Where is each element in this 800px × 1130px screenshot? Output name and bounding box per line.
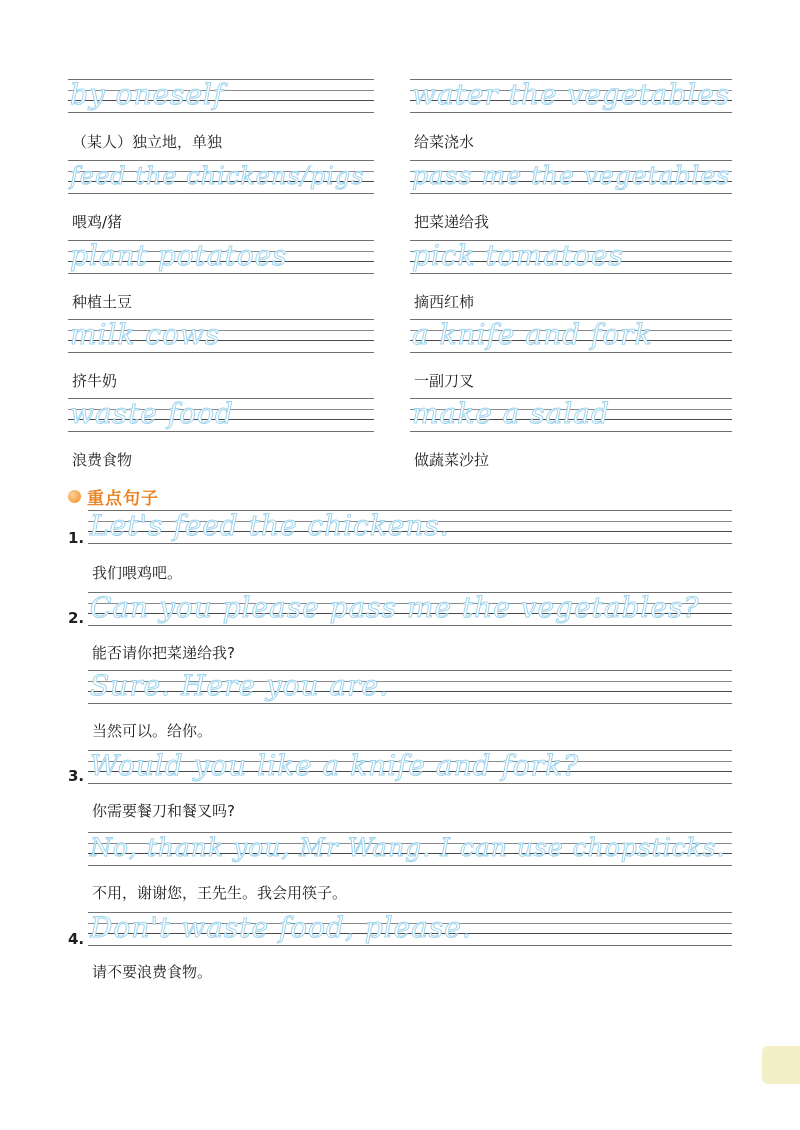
phrase-writing-band[interactable] (68, 398, 374, 432)
sentence-writing-band[interactable] (88, 670, 732, 704)
phrase-translation: 挤牛奶 (72, 372, 118, 390)
page-corner-tab (762, 1046, 800, 1084)
phrase-translation: 喂鸡/猪 (72, 213, 123, 231)
sentence-trace-text: Sure. Here you are. (90, 669, 389, 702)
phrase-trace-text: milk cows (70, 318, 221, 351)
sentence-number: 4. (68, 930, 85, 948)
phrase-translation: （某人）独立地，单独 (72, 133, 223, 151)
sentence-translation: 请不要浪费食物。 (92, 963, 213, 981)
sentence-writing-band[interactable] (88, 510, 732, 544)
sentence-trace-text: Don't waste food, please. (90, 911, 472, 944)
phrase-trace-text: by oneself (70, 78, 225, 111)
sentence-trace-text: Would you like a knife and fork? (90, 749, 580, 782)
phrase-trace-text: pass me the vegetables (412, 161, 731, 190)
bullet-dot-icon (68, 490, 81, 503)
phrase-trace-text: pick tomatoes (412, 239, 624, 272)
phrase-writing-band[interactable] (410, 319, 732, 353)
sentence-writing-band[interactable] (88, 750, 732, 784)
phrase-writing-band[interactable] (68, 160, 374, 194)
sentence-translation: 不用，谢谢您，王先生。我会用筷子。 (92, 884, 348, 902)
phrase-translation: 种植土豆 (72, 293, 133, 311)
phrase-writing-band[interactable] (410, 79, 732, 113)
sentence-number: 2. (68, 609, 85, 627)
sentence-number: 1. (68, 529, 85, 547)
sentence-writing-band[interactable] (88, 592, 732, 626)
phrase-translation: 给菜浇水 (414, 133, 475, 151)
sentence-translation: 能否请你把菜递给我? (92, 644, 235, 662)
sentence-translation: 当然可以。给你。 (92, 722, 213, 740)
phrase-trace-text: make a salad (412, 397, 610, 430)
phrase-trace-text: water the vegetables (412, 78, 731, 111)
phrase-translation: 把菜递给我 (414, 213, 490, 231)
sentence-translation: 你需要餐刀和餐叉吗? (92, 802, 235, 820)
phrase-writing-band[interactable] (68, 319, 374, 353)
phrase-trace-text: plant potatoes (70, 239, 288, 272)
phrase-trace-text: waste food (70, 397, 234, 430)
phrase-translation: 一副刀叉 (414, 372, 475, 390)
sentence-trace-text: Let's feed the chickens. (90, 509, 450, 542)
phrase-writing-band[interactable] (410, 160, 732, 194)
sentence-number: 3. (68, 767, 85, 785)
phrase-writing-band[interactable] (410, 398, 732, 432)
sentence-writing-band[interactable] (88, 912, 732, 946)
phrase-trace-text: feed the chickens/pigs (70, 162, 365, 190)
phrase-writing-band[interactable] (68, 240, 374, 274)
section-title: 重点句子 (87, 489, 159, 509)
phrase-trace-text: a knife and fork (412, 318, 653, 351)
phrase-writing-band[interactable] (410, 240, 732, 274)
phrase-translation: 浪费食物 (72, 451, 133, 469)
sentence-trace-text: No, thank you, Mr Wang. I can use chopsticks. (90, 833, 726, 862)
phrase-writing-band[interactable] (68, 79, 374, 113)
sentence-writing-band[interactable] (88, 832, 732, 866)
key-sentences-header (68, 484, 159, 509)
sentence-translation: 我们喂鸡吧。 (92, 564, 183, 582)
phrase-translation: 摘西红柿 (414, 293, 475, 311)
phrase-translation: 做蔬菜沙拉 (414, 451, 490, 469)
sentence-trace-text: Can you please pass me the vegetables? (90, 591, 700, 624)
